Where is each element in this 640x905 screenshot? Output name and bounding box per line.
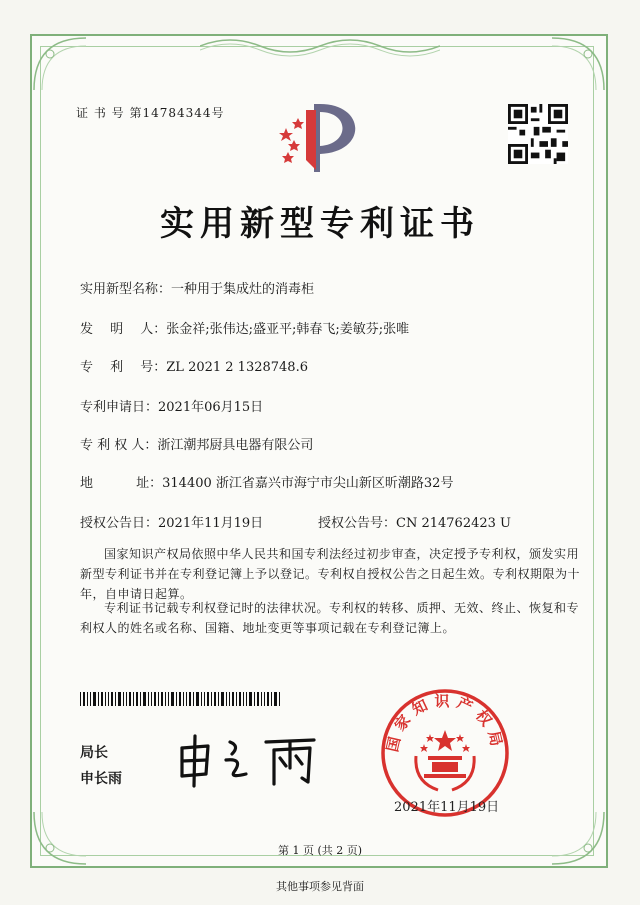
- certificate-title: 实用新型专利证书: [160, 204, 480, 244]
- corner-ornament-top-left: [30, 34, 90, 94]
- svg-text:国家知识产权局: 国家知识产权局: [383, 692, 507, 754]
- field-application-date: 专利申请日：2021年06月15日: [80, 400, 264, 415]
- field-inventors: 发 明 人：张金祥;张伟达;盛亚平;韩春飞;姜敏芬;张唯: [80, 322, 410, 337]
- field-address: 地 址：314400 浙江省嘉兴市海宁市尖山新区昕潮路32号: [80, 476, 454, 491]
- paragraph-grant-statement: 国家知识产权局依照中华人民共和国专利法经过初步审查，决定授予专利权，颁发实用新型专利证书并在专利登记簿上予以登记。专利权自授权公告之日起生效。专利权期限为十年，自申请日起算。: [80, 547, 581, 601]
- corner-ornament-top-right: [548, 34, 608, 94]
- signatory-title: 局长: [80, 745, 108, 761]
- field-grant-date: 授权公告日：2021年11月19日: [80, 516, 264, 531]
- corner-ornament-bottom-left: [30, 808, 90, 868]
- corner-ornament-bottom-right: [548, 808, 608, 868]
- patent-office-logo: [276, 100, 368, 178]
- field-patent-number: 专 利 号：ZL 2021 2 1328748.6: [80, 360, 308, 375]
- seal-date: 2021年11月19日: [394, 800, 500, 815]
- field-utility-model-name: 实用新型名称：一种用于集成灶的消毒柜: [80, 282, 315, 297]
- barcode: [80, 692, 280, 706]
- qr-code: [508, 104, 568, 164]
- handwritten-signature: [174, 732, 324, 788]
- certificate-number: 证 书 号 第14784344号: [76, 106, 225, 120]
- footer-note: 其他事项参见背面: [276, 880, 364, 893]
- signatory-name: 申长雨: [80, 771, 122, 787]
- field-patentee: 专 利 权 人：浙江潮邦厨具电器有限公司: [80, 438, 314, 453]
- field-grant-number: 授权公告号：CN 214762423 U: [318, 516, 511, 531]
- paragraph-legal-status: 专利证书记载专利权登记时的法律状况。专利权的转移、质押、无效、终止、恢复和专利权人的姓名或名称、国籍、地址变更等事项记载在专利登记簿上。: [80, 601, 580, 635]
- page-number: 第 1 页 (共 2 页): [277, 844, 363, 857]
- corner-ornament-top: [200, 34, 440, 58]
